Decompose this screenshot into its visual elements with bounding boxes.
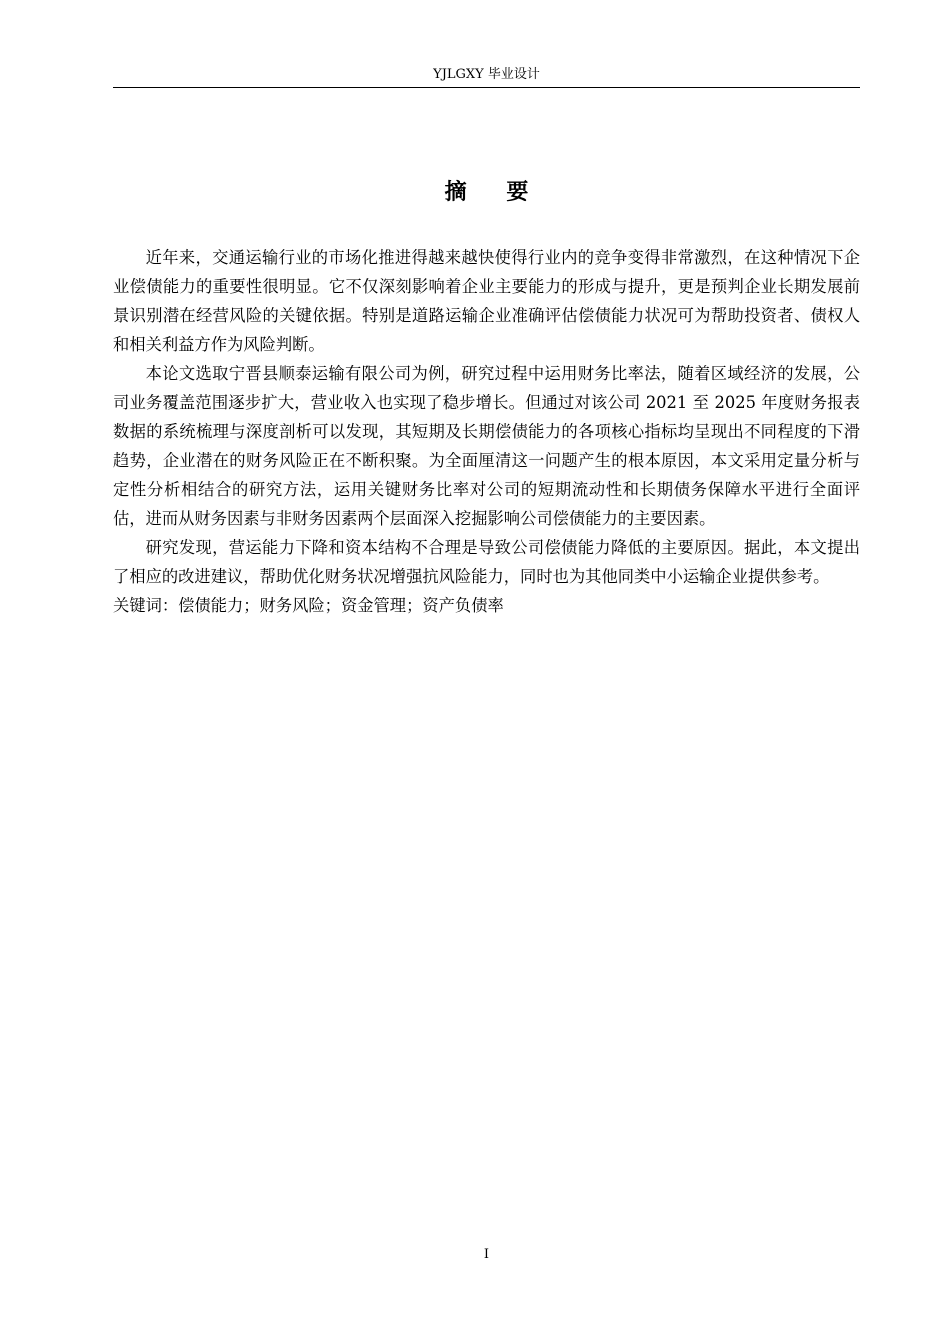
abstract-paragraph-1: 近年来，交通运输行业的市场化推进得越来越快使得行业内的竞争变得非常激烈，在这种情况下企业偿债能力的重要性很明显。它不仅深刻影响着企业主要能力的形成与提升，更是预判企业长期发展前景识别潜在经营风险的关键依据。特别是道路运输企业准确评估偿债能力状况可为帮助投资者、债权人和相关利益方作为风险判断。 <box>113 248 860 354</box>
abstract-body <box>113 243 860 620</box>
keywords-line: 关键词：偿债能力；财务风险；资金管理；资产负债率 <box>113 596 504 615</box>
page-footer <box>113 1246 860 1264</box>
abstract-paragraph-3: 研究发现，营运能力下降和资本结构不合理是导致公司偿债能力降低的主要原因。据此，本文提出了相应的改进建议，帮助优化财务状况增强抗风险能力，同时也为其他同类中小运输企业提供参考。 <box>113 538 860 586</box>
header-text: YJLGXY 毕业设计 <box>433 67 540 82</box>
page-header <box>113 66 860 88</box>
header-rule <box>113 87 860 88</box>
abstract-paragraph-2: 本论文选取宁晋县顺泰运输有限公司为例，研究过程中运用财务比率法，随着区域经济的发展，公司业务覆盖范围逐步扩大，营业收入也实现了稳步增长。但通过对该公司 2021 至 2025 年度财务报表数据的系统梳理与深度剖析可以发现，其短期及长期偿债能力的各项核心指标均呈现出不同程度的下滑趋势，企业潜在的财务风险正在不断积聚。为全面厘清这一问题产生的根本原因，本文采用定量分析与定性分析相结合的研究方法，运用关键财务比率对公司的短期流动性和长期债务保障水平进行全面评估，进而从财务因素与非财务因素两个层面深入挖掘影响公司偿债能力的主要因素。 <box>113 364 860 528</box>
abstract-title: 摘 要 <box>444 180 545 205</box>
page-number: I <box>483 1247 490 1262</box>
